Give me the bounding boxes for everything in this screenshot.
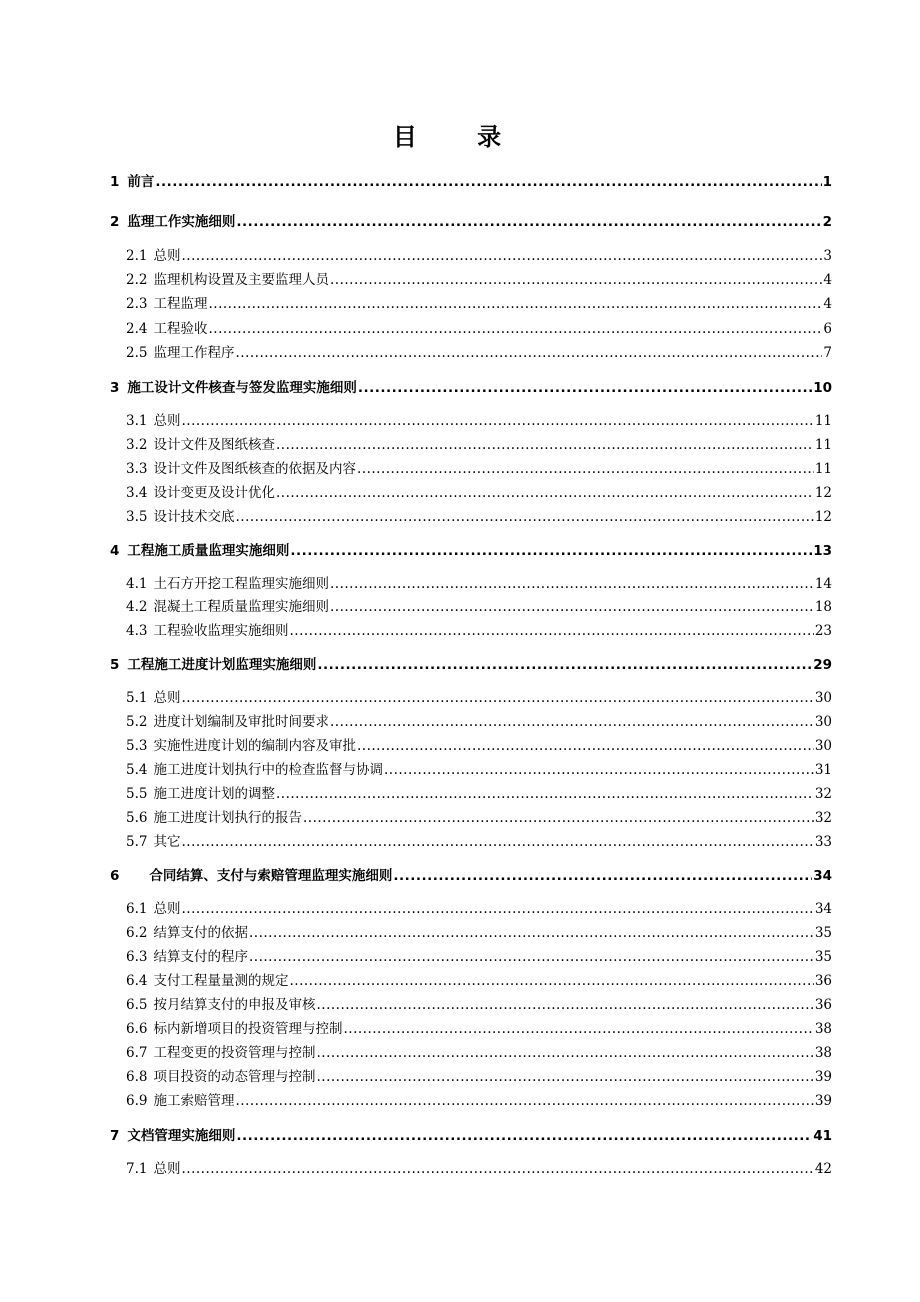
toc-dot-leader [357, 459, 814, 479]
toc-page-number: 14 [814, 576, 832, 592]
toc-dot-leader [343, 1019, 813, 1039]
toc-page-number: 36 [814, 973, 832, 989]
toc-chapter-entry[interactable] [110, 1126, 832, 1146]
toc-section-entry[interactable] [126, 1067, 832, 1087]
toc-entry-title: 工程验收监理实施细则 [153, 623, 289, 639]
toc-section-entry[interactable] [126, 574, 832, 594]
toc-entry-number: 6.9 [126, 1093, 148, 1109]
toc-section-entry[interactable] [126, 411, 832, 431]
toc-entry-number: 4.2 [126, 599, 148, 615]
toc-entry-title: 设计变更及设计优化 [153, 485, 275, 501]
toc-entry-title: 总则 [153, 901, 181, 917]
page-title: 目 录 [392, 123, 528, 151]
toc-entry-number: 3.5 [126, 509, 148, 525]
toc-page-number: 39 [814, 1069, 832, 1085]
toc-entry-title: 土石方开挖工程监理实施细则 [153, 576, 329, 592]
toc-entry-number: 5.3 [126, 738, 148, 754]
toc-entry-number: 2.2 [126, 272, 148, 288]
toc-entry-number: 3.2 [126, 437, 148, 453]
toc-dot-leader [289, 971, 813, 991]
toc-page-number: 38 [814, 1045, 832, 1061]
toc-entry-number: 2.3 [126, 296, 148, 312]
toc-page-number: 3 [823, 248, 832, 264]
toc-page-number: 7 [823, 345, 832, 361]
toc-page-number: 34 [814, 901, 832, 917]
toc-section-entry[interactable] [126, 688, 832, 708]
toc-page-number: 42 [814, 1161, 832, 1177]
toc-section-entry[interactable] [126, 784, 832, 804]
toc-entry-number: 5.7 [126, 834, 148, 850]
toc-page-number: 13 [813, 543, 832, 559]
toc-chapter-entry[interactable] [110, 655, 832, 675]
toc-section-entry[interactable] [126, 294, 832, 314]
toc-dot-leader [235, 507, 813, 527]
toc-page-number: 10 [813, 380, 832, 396]
toc-dot-leader [316, 1043, 813, 1063]
toc-entry-number: 2.1 [126, 248, 148, 264]
toc-dot-leader [235, 1091, 813, 1111]
toc-entry-title: 设计文件及图纸核查的依据及内容 [153, 461, 356, 477]
toc-section-entry[interactable] [126, 808, 832, 828]
toc-entry-number: 3.3 [126, 461, 148, 477]
toc-dot-leader [181, 899, 813, 919]
toc-entry-number: 7.1 [126, 1161, 148, 1177]
toc-entry-title: 总则 [153, 248, 181, 264]
toc-entry-title: 工程监理 [153, 296, 208, 312]
toc-section-entry[interactable] [126, 947, 832, 967]
toc-dot-leader [330, 270, 822, 290]
toc-chapter-entry[interactable] [110, 866, 832, 886]
toc-entry-number: 3.1 [126, 413, 148, 429]
toc-entry-title: 标内新增项目的投资管理与控制 [153, 1021, 343, 1037]
toc-section-entry[interactable] [126, 832, 832, 852]
toc-entry-title: 总则 [153, 1161, 181, 1177]
toc-page-number: 29 [813, 657, 832, 673]
toc-dot-leader [208, 294, 822, 314]
toc-page-number: 33 [814, 834, 832, 850]
toc-entry-number: 5.2 [126, 714, 148, 730]
toc-dot-leader [235, 343, 822, 363]
toc-entry-title: 施工进度计划的调整 [153, 786, 275, 802]
toc-entry-title: 总则 [153, 413, 181, 429]
toc-entry-title: 混凝土工程质量监理实施细则 [153, 599, 329, 615]
toc-entry-number: 5.6 [126, 810, 148, 826]
toc-entry-title: 其它 [153, 834, 181, 850]
toc-page-number: 30 [814, 738, 832, 754]
toc-dot-leader [276, 784, 814, 804]
toc-page-number: 11 [814, 461, 832, 477]
toc-page-number: 11 [814, 437, 832, 453]
toc-section-entry[interactable] [126, 597, 832, 617]
toc-section-entry[interactable] [126, 270, 832, 290]
toc-entry-number: 4.3 [126, 623, 148, 639]
toc-entry-title: 进度计划编制及审批时间要求 [153, 714, 329, 730]
toc-section-entry[interactable] [126, 343, 832, 363]
toc-page-number: 38 [814, 1021, 832, 1037]
toc-page-number: 30 [814, 690, 832, 706]
toc-dot-leader [249, 923, 814, 943]
toc-dot-leader [181, 1159, 813, 1179]
toc-page-number: 32 [814, 786, 832, 802]
toc-section-entry[interactable] [126, 760, 832, 780]
toc-entry-number: 4.1 [126, 576, 148, 592]
toc-section-entry[interactable] [126, 319, 832, 339]
toc-page-number: 36 [814, 997, 832, 1013]
toc-dot-leader [289, 621, 813, 641]
toc-chapter-entry[interactable] [110, 212, 832, 232]
toc-section-entry[interactable] [126, 507, 832, 527]
toc-dot-leader [357, 736, 814, 756]
toc-dot-leader [276, 435, 814, 455]
toc-entry-number: 3 [110, 380, 120, 396]
toc-entry-number: 6 [110, 868, 120, 884]
toc-entry-number: 5.1 [126, 690, 148, 706]
toc-entry-number: 7 [110, 1128, 120, 1144]
toc-entry-title: 工程变更的投资管理与控制 [153, 1045, 316, 1061]
toc-dot-leader [236, 212, 821, 232]
toc-entry-number: 3.4 [126, 485, 148, 501]
toc-dot-leader [330, 712, 814, 732]
toc-section-entry[interactable] [126, 483, 832, 503]
toc-page-number: 4 [823, 272, 832, 288]
toc-page-number: 39 [814, 1093, 832, 1109]
toc-page-number: 41 [813, 1128, 832, 1144]
toc-section-entry[interactable] [126, 712, 832, 732]
toc-entry-number: 6.2 [126, 925, 148, 941]
toc-page-number: 32 [814, 810, 832, 826]
toc-page-number: 2 [822, 214, 832, 230]
toc-entry-number: 6.7 [126, 1045, 148, 1061]
toc-entry-number: 2.5 [126, 345, 148, 361]
toc-section-entry[interactable] [126, 1091, 832, 1111]
toc-entry-title: 施工索赔管理 [153, 1093, 235, 1109]
toc-entry-number: 4 [110, 543, 120, 559]
toc-section-entry[interactable] [126, 995, 832, 1015]
toc-page-number: 4 [823, 296, 832, 312]
toc-page-number: 1 [822, 174, 832, 190]
toc-page-number: 12 [814, 485, 832, 501]
toc-dot-leader [358, 378, 812, 398]
toc-page-number: 35 [814, 949, 832, 965]
toc-entry-title: 设计文件及图纸核查 [153, 437, 275, 453]
toc-entry-number: 5.4 [126, 762, 148, 778]
toc-page-number: 11 [814, 413, 832, 429]
toc-dot-leader [276, 483, 814, 503]
toc-entry-title: 结算支付的依据 [153, 925, 248, 941]
toc-page-number: 23 [814, 623, 832, 639]
toc-dot-leader [303, 808, 814, 828]
toc-dot-leader [181, 832, 813, 852]
toc-entry-title: 设计技术交底 [153, 509, 235, 525]
toc-entry-title: 工程验收 [153, 321, 208, 337]
toc-entry-title: 施工进度计划执行的报告 [153, 810, 302, 826]
toc-dot-leader [181, 688, 813, 708]
toc-dot-leader [316, 995, 813, 1015]
toc-dot-leader [317, 655, 812, 675]
toc-dot-leader [249, 947, 814, 967]
toc-dot-leader [330, 597, 814, 617]
toc-entry-number: 2.4 [126, 321, 148, 337]
toc-dot-leader [236, 1126, 812, 1146]
toc-dot-leader [181, 246, 822, 266]
toc-section-entry[interactable] [126, 459, 832, 479]
toc-entry-number: 6.3 [126, 949, 148, 965]
toc-entry-title: 总则 [153, 690, 181, 706]
toc-section-entry[interactable] [126, 1019, 832, 1039]
toc-chapter-entry[interactable] [110, 378, 832, 398]
toc-entry-title: 支付工程量量测的规定 [153, 973, 289, 989]
toc-page-number: 34 [813, 868, 832, 884]
toc-entry-number: 6.4 [126, 973, 148, 989]
toc-section-entry[interactable] [126, 971, 832, 991]
toc-section-entry[interactable] [126, 899, 832, 919]
toc-dot-leader [393, 866, 812, 886]
toc-page-number: 12 [814, 509, 832, 525]
toc-section-entry[interactable] [126, 1043, 832, 1063]
toc-entry-title: 结算支付的程序 [153, 949, 248, 965]
toc-entry-title: 实施性进度计划的编制内容及审批 [153, 738, 356, 754]
toc-section-entry[interactable] [126, 736, 832, 756]
toc-section-entry[interactable] [126, 923, 832, 943]
toc-page-number: 35 [814, 925, 832, 941]
toc-entry-title: 施工进度计划执行中的检查监督与协调 [153, 762, 383, 778]
toc-entry-number: 5 [110, 657, 120, 673]
toc-entry-number: 6.8 [126, 1069, 148, 1085]
toc-page-number: 30 [814, 714, 832, 730]
toc-section-entry[interactable] [126, 435, 832, 455]
toc-entry-title: 前言 [127, 174, 155, 190]
toc-section-entry[interactable] [126, 246, 832, 266]
toc-section-entry[interactable] [126, 621, 832, 641]
toc-page-number: 18 [814, 599, 832, 615]
toc-entry-title: 施工设计文件核查与签发监理实施细则 [127, 380, 357, 396]
toc-section-entry[interactable] [126, 1159, 832, 1179]
toc-dot-leader [316, 1067, 813, 1087]
toc-dot-leader [155, 172, 821, 192]
toc-entry-title: 合同结算、支付与索赔管理监理实施细则 [149, 868, 393, 884]
toc-entry-title: 项目投资的动态管理与控制 [153, 1069, 316, 1085]
toc-entry-number: 2 [110, 214, 120, 230]
toc-entry-number: 1 [110, 174, 120, 190]
toc-dot-leader [290, 541, 812, 561]
toc-entry-number: 5.5 [126, 786, 148, 802]
toc-entry-title: 工程施工质量监理实施细则 [127, 543, 290, 559]
toc-entry-number: 6.1 [126, 901, 148, 917]
toc-dot-leader [384, 760, 814, 780]
toc-entry-title: 按月结算支付的申报及审核 [153, 997, 316, 1013]
toc-dot-leader [208, 319, 822, 339]
toc-chapter-entry[interactable] [110, 541, 832, 561]
toc-page-number: 6 [823, 321, 832, 337]
toc-entry-title: 监理工作程序 [153, 345, 235, 361]
toc-entry-title: 监理工作实施细则 [127, 214, 236, 230]
toc-entry-title: 文档管理实施细则 [127, 1128, 236, 1144]
toc-entry-title: 监理机构设置及主要监理人员 [153, 272, 329, 288]
toc-dot-leader [181, 411, 813, 431]
toc-page-number: 31 [814, 762, 832, 778]
toc-entry-number: 6.6 [126, 1021, 148, 1037]
toc-entry-number: 6.5 [126, 997, 148, 1013]
toc-entry-title: 工程施工进度计划监理实施细则 [127, 657, 317, 673]
toc-chapter-entry[interactable] [110, 172, 832, 192]
toc-dot-leader [330, 574, 814, 594]
